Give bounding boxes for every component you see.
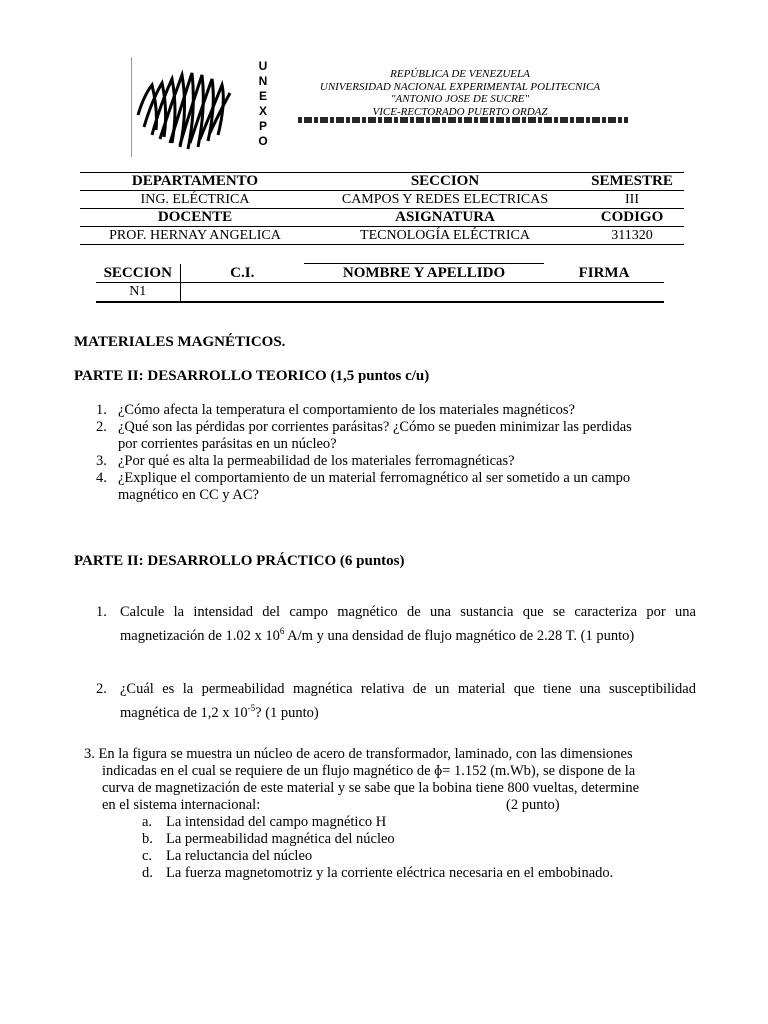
course-info-table [80, 172, 684, 245]
problem-number: 2. [96, 681, 107, 697]
item-letter: b. [142, 831, 153, 847]
question-text: magnético en CC y AC? [118, 487, 259, 503]
logo-letter: N [258, 74, 268, 88]
logo-letter: O [258, 134, 268, 148]
code-header: CODIGO [600, 209, 664, 225]
institution-header [280, 68, 640, 118]
country-line: REPÚBLICA DE VENEZUELA [390, 68, 530, 80]
subject-header: ASIGNATURA [395, 209, 495, 225]
vice-rectorate-line: VICE-RECTORADO PUERTO ORDAZ [372, 105, 548, 118]
list-item [96, 470, 676, 504]
logo-letter: X [258, 104, 267, 118]
document-title: MATERIALES MAGNÉTICOS. [74, 334, 286, 350]
problem-text: magnetización de 1.02 x $10^6$ A/m y una densidad de flujo magnético de 2.28 T. (1 punto) [120, 626, 635, 644]
problem-number: 1. [96, 604, 107, 620]
list-item [96, 419, 676, 453]
department-value: ING. ELÉCTRICA [140, 192, 250, 207]
theory-part-title: PARTE II: DESARROLLO TEORICO (1,5 puntos c/u) [74, 368, 430, 384]
practice-part-title: PARTE II: DESARROLLO PRÁCTICO (6 puntos) [74, 553, 405, 569]
list-item [142, 831, 694, 848]
cropped-text-line [298, 113, 628, 123]
problem-text: en el sistema internacional: [102, 797, 261, 813]
points-label: (2 punto) [506, 797, 560, 813]
question-text: ¿Cómo afecta la temperatura el comportamiento de los materiales magnéticos? [118, 402, 575, 418]
item-letter: a. [142, 814, 153, 830]
list-item [96, 453, 676, 470]
list-item [142, 814, 694, 831]
table-row [80, 191, 684, 209]
name-column-header: NOMBRE Y APELLIDO [304, 264, 544, 283]
practice-problem-2 [96, 677, 696, 725]
table-row [96, 283, 664, 303]
code-value: 311320 [611, 228, 653, 243]
table-row [80, 209, 684, 227]
theory-question-list [96, 402, 676, 504]
university-name-line: "ANTONIO JOSE DE SUCRE" [390, 93, 530, 105]
item-text: La permeabilidad magnética del núcleo [166, 831, 395, 847]
question-number: 2. [96, 419, 107, 435]
item-text: La reluctancia del núcleo [166, 848, 313, 864]
department-header: DEPARTAMENTO [131, 173, 259, 189]
signature-cell[interactable] [544, 283, 664, 303]
problem-text: indicadas en el cual se requiere de un flujo magnético de ɸ= 1.152 (m.Wb), se dispone de la [102, 763, 636, 779]
section-value: CAMPOS Y REDES ELECTRICAS [341, 192, 549, 207]
logo-letter: E [258, 89, 267, 103]
question-text: ¿Explique el comportamiento de un material ferromagnético al ser sometido a un campo [118, 470, 631, 486]
problem-text: 3. En la figura se muestra un núcleo de acero de transformador, laminado, con las dimensiones [84, 746, 633, 762]
question-text: ¿Por qué es alta la permeabilidad de los materiales ferromagnéticas? [118, 453, 515, 469]
question-number: 4. [96, 470, 107, 486]
table-row [96, 264, 664, 283]
semester-value: III [625, 192, 639, 207]
list-item [142, 865, 694, 882]
logo-letter: U [258, 59, 268, 73]
question-number: 3. [96, 453, 107, 469]
signature-column-header: FIRMA [578, 264, 630, 281]
id-cell[interactable] [180, 283, 304, 303]
semester-header: SEMESTRE [591, 173, 673, 189]
section-column-header: SECCION [96, 264, 180, 283]
list-item [142, 848, 694, 865]
question-number: 1. [96, 402, 107, 418]
problem-text-row [84, 797, 694, 814]
logo-letter: P [258, 119, 267, 133]
section-cell: N1 [96, 283, 180, 303]
unexpo-logo-icon [130, 55, 270, 155]
id-column-header: C.I. [230, 264, 255, 281]
subject-value: TECNOLOGÍA ELÉCTRICA [360, 228, 530, 243]
teacher-header: DOCENTE [157, 209, 233, 225]
item-text: La fuerza magnetomotriz y la corriente eléctrica necesaria en el embobinado. [166, 865, 614, 881]
item-letter: c. [142, 848, 153, 864]
problem-text: curva de magnetización de este material y se sabe que la bobina tiene 800 vueltas, determine [102, 780, 640, 796]
item-text: La intensidad del campo magnético H [166, 814, 387, 830]
section-header: SECCION [410, 173, 480, 189]
list-item [96, 402, 676, 419]
practice-problem-3 [84, 746, 694, 882]
teacher-value: PROF. HERNAY ANGELICA [109, 228, 281, 243]
sub-question-list [142, 814, 694, 882]
problem-text: Calcule la intensidad del campo magnético de una sustancia que se caracteriza por una [120, 604, 696, 620]
practice-problem-1 [96, 600, 696, 648]
table-row [80, 227, 684, 245]
name-cell[interactable] [304, 283, 544, 303]
question-text: ¿Qué son las pérdidas por corrientes parásitas? ¿Cómo se pueden minimizar las perdidas [118, 419, 632, 435]
item-letter: d. [142, 865, 153, 881]
university-line: UNIVERSIDAD NACIONAL EXPERIMENTAL POLITECNICA [319, 80, 601, 93]
table-row [80, 173, 684, 191]
problem-text: ¿Cuál es la permeabilidad magnética relativa de un material que tiene una susceptibilidad [120, 681, 696, 697]
problem-text: magnética de 1,2 x $10^{-5}$? (1 punto) [120, 703, 319, 721]
student-info-table [96, 263, 664, 303]
question-text: por corrientes parásitas en un núcleo? [118, 436, 337, 452]
